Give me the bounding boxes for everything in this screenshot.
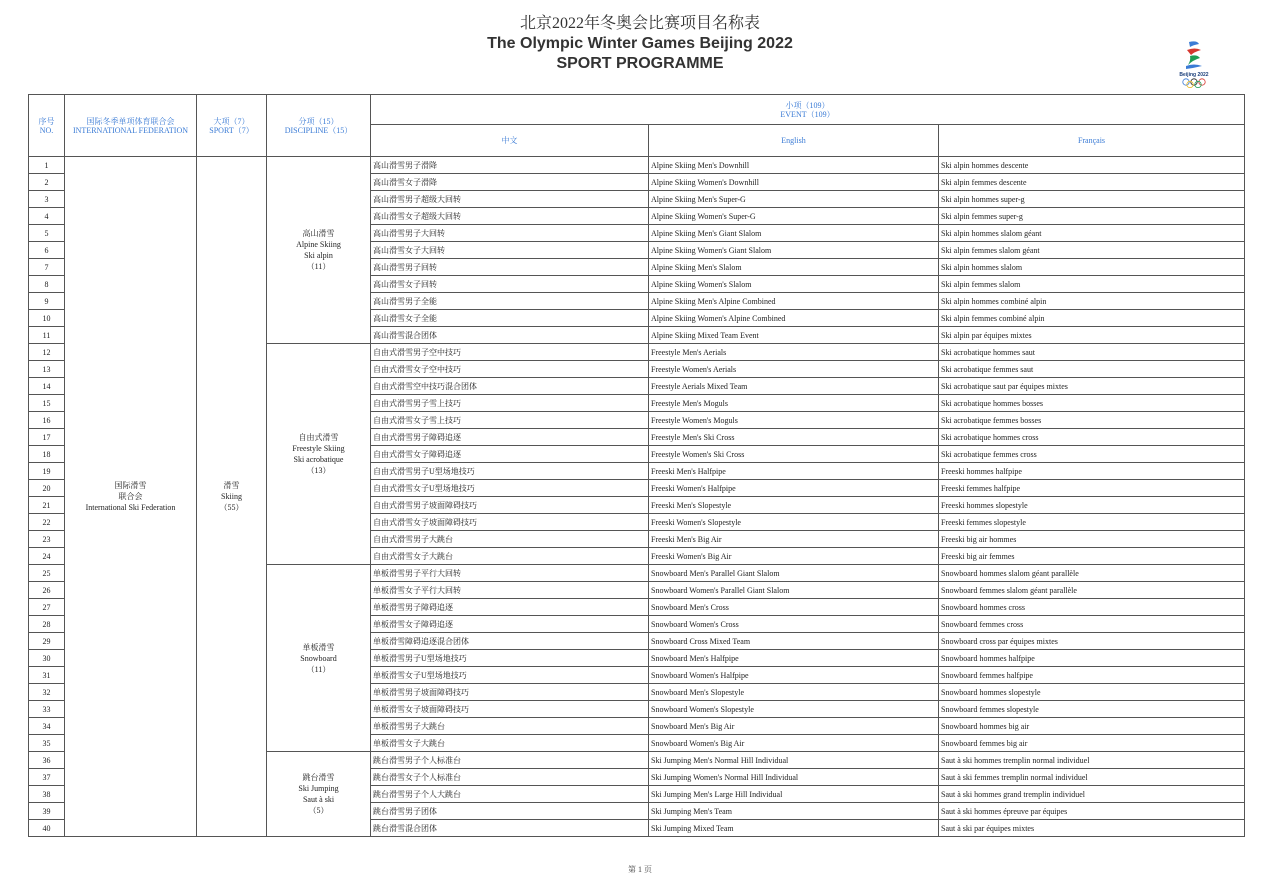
event-english: Ski Jumping Men's Team [649, 803, 939, 820]
sport-en: Skiing [221, 492, 242, 501]
event-french: Snowboard hommes slopestyle [939, 684, 1245, 701]
event-french: Freeski hommes slopestyle [939, 497, 1245, 514]
row-number: 7 [29, 259, 65, 276]
event-chinese: 自由式滑雪女子U型场地技巧 [371, 480, 649, 497]
event-english: Freestyle Aerials Mixed Team [649, 378, 939, 395]
event-english: Snowboard Men's Halfpipe [649, 650, 939, 667]
row-number: 18 [29, 446, 65, 463]
row-number: 27 [29, 599, 65, 616]
event-chinese: 单板滑雪女子平行大回转 [371, 582, 649, 599]
event-chinese: 单板滑雪女子大跳台 [371, 735, 649, 752]
row-number: 9 [29, 293, 65, 310]
event-english: Freestyle Women's Ski Cross [649, 446, 939, 463]
event-french: Ski acrobatique hommes cross [939, 429, 1245, 446]
event-english: Freestyle Women's Aerials [649, 361, 939, 378]
event-french: Ski alpin hommes slalom [939, 259, 1245, 276]
event-chinese: 单板滑雪女子坡面障碍技巧 [371, 701, 649, 718]
event-french: Snowboard femmes halfpipe [939, 667, 1245, 684]
event-french: Ski acrobatique femmes bosses [939, 412, 1245, 429]
event-chinese: 单板滑雪男子大跳台 [371, 718, 649, 735]
event-chinese: 单板滑雪男子坡面障碍技巧 [371, 684, 649, 701]
event-english: Alpine Skiing Women's Downhill [649, 174, 939, 191]
header-col-chinese: 中文 [371, 125, 649, 157]
header-event [371, 95, 1245, 125]
event-chinese: 自由式滑雪男子障碍追逐 [371, 429, 649, 446]
event-french: Snowboard femmes big air [939, 735, 1245, 752]
discipline-zh: 高山滑雪 [302, 229, 335, 238]
sport-cell [197, 157, 267, 837]
event-english: Freeski Men's Slopestyle [649, 497, 939, 514]
event-english: Freeski Women's Slopestyle [649, 514, 939, 531]
event-english: Alpine Skiing Women's Giant Slalom [649, 242, 939, 259]
row-number: 8 [29, 276, 65, 293]
event-english: Snowboard Men's Slopestyle [649, 684, 939, 701]
event-french: Ski alpin par équipes mixtes [939, 327, 1245, 344]
row-number: 2 [29, 174, 65, 191]
event-french: Snowboard femmes slalom géant parallèle [939, 582, 1245, 599]
row-number: 23 [29, 531, 65, 548]
row-number: 22 [29, 514, 65, 531]
event-french: Ski alpin femmes super-g [939, 208, 1245, 225]
sport-programme-table-wrapper [28, 94, 1244, 837]
event-french: Saut à ski par équipes mixtes [939, 820, 1245, 837]
header-no-zh: 序号 [38, 116, 55, 126]
discipline-cell [267, 157, 371, 344]
event-english: Snowboard Men's Parallel Giant Slalom [649, 565, 939, 582]
event-french: Ski alpin hommes descente [939, 157, 1245, 174]
event-chinese: 单板滑雪女子U型场地技巧 [371, 667, 649, 684]
row-number: 4 [29, 208, 65, 225]
event-french: Ski alpin femmes slalom [939, 276, 1245, 293]
header-col-english: English [649, 125, 939, 157]
event-english: Ski Jumping Men's Large Hill Individual [649, 786, 939, 803]
row-number: 19 [29, 463, 65, 480]
event-chinese: 自由式滑雪女子障碍追逐 [371, 446, 649, 463]
event-english: Freestyle Women's Moguls [649, 412, 939, 429]
event-chinese: 自由式滑雪男子雪上技巧 [371, 395, 649, 412]
event-french: Ski acrobatique hommes bosses [939, 395, 1245, 412]
event-english: Alpine Skiing Men's Downhill [649, 157, 939, 174]
event-english: Snowboard Men's Big Air [649, 718, 939, 735]
event-chinese: 自由式滑雪女子雪上技巧 [371, 412, 649, 429]
logo-text: Beijing 2022 [1179, 72, 1209, 78]
event-chinese: 跳台滑雪男子个人标准台 [371, 752, 649, 769]
header-federation-en: INTERNATIONAL FEDERATION [72, 125, 189, 135]
federation-zh-1: 国际滑雪 [114, 481, 147, 490]
event-french: Ski acrobatique femmes saut [939, 361, 1245, 378]
event-chinese: 高山滑雪女子大回转 [371, 242, 649, 259]
discipline-fr: Ski alpin [304, 251, 333, 260]
event-chinese: 自由式滑雪男子坡面障碍技巧 [371, 497, 649, 514]
header-event-zh: 小项（109） [785, 100, 830, 110]
event-english: Snowboard Women's Slopestyle [649, 701, 939, 718]
event-english: Alpine Skiing Men's Alpine Combined [649, 293, 939, 310]
beijing-2022-emblem-icon [1181, 38, 1207, 72]
federation-zh-2: 联合会 [118, 492, 143, 501]
header-col-french: Français [939, 125, 1245, 157]
event-french: Ski acrobatique saut par équipes mixtes [939, 378, 1245, 395]
row-number: 1 [29, 157, 65, 174]
row-number: 37 [29, 769, 65, 786]
event-chinese: 跳台滑雪混合团体 [371, 820, 649, 837]
event-french: Snowboard cross par équipes mixtes [939, 633, 1245, 650]
event-english: Freestyle Men's Moguls [649, 395, 939, 412]
event-french: Ski acrobatique femmes cross [939, 446, 1245, 463]
event-chinese: 高山滑雪男子全能 [371, 293, 649, 310]
row-number: 13 [29, 361, 65, 378]
discipline-zh: 跳台滑雪 [302, 773, 335, 782]
olympic-rings-icon [1181, 78, 1207, 88]
row-number: 21 [29, 497, 65, 514]
federation-cell [65, 157, 197, 837]
discipline-cell [267, 565, 371, 752]
row-number: 15 [29, 395, 65, 412]
event-chinese: 跳台滑雪男子个人大跳台 [371, 786, 649, 803]
beijing-2022-logo [1174, 38, 1214, 92]
event-french: Saut à ski hommes tremplin normal individuel [939, 752, 1245, 769]
header-sport-zh: 大项（7） [213, 116, 250, 126]
event-english: Snowboard Women's Halfpipe [649, 667, 939, 684]
row-number: 16 [29, 412, 65, 429]
event-french: Saut à ski femmes tremplin normal individuel [939, 769, 1245, 786]
discipline-en: Alpine Skiing [296, 240, 341, 249]
event-english: Freestyle Men's Aerials [649, 344, 939, 361]
row-number: 33 [29, 701, 65, 718]
discipline-count: （11） [306, 262, 331, 271]
row-number: 6 [29, 242, 65, 259]
event-french: Snowboard hommes cross [939, 599, 1245, 616]
event-french: Freeski hommes halfpipe [939, 463, 1245, 480]
header-event-en: EVENT（109） [780, 109, 835, 119]
event-french: Ski alpin femmes slalom géant [939, 242, 1245, 259]
event-french: Ski alpin hommes super-g [939, 191, 1245, 208]
event-chinese: 高山滑雪男子回转 [371, 259, 649, 276]
event-french: Snowboard hommes slalom géant parallèle [939, 565, 1245, 582]
event-chinese: 单板滑雪女子障碍追逐 [371, 616, 649, 633]
table-row [29, 157, 1245, 174]
event-french: Snowboard hommes halfpipe [939, 650, 1245, 667]
event-french: Saut à ski hommes épreuve par équipes [939, 803, 1245, 820]
sport-programme-table [28, 94, 1245, 837]
row-number: 24 [29, 548, 65, 565]
discipline-fr: Ski acrobatique [293, 455, 344, 464]
header-discipline [267, 95, 371, 157]
event-chinese: 自由式滑雪空中技巧混合团体 [371, 378, 649, 395]
discipline-count: （11） [306, 664, 331, 674]
row-number: 32 [29, 684, 65, 701]
event-french: Saut à ski hommes grand tremplin individuel [939, 786, 1245, 803]
discipline-en: Snowboard [300, 653, 337, 663]
event-french: Freeski big air femmes [939, 548, 1245, 565]
event-french: Ski alpin hommes slalom géant [939, 225, 1245, 242]
event-chinese: 自由式滑雪男子U型场地技巧 [371, 463, 649, 480]
event-english: Alpine Skiing Women's Slalom [649, 276, 939, 293]
event-french: Freeski big air hommes [939, 531, 1245, 548]
event-english: Freeski Women's Big Air [649, 548, 939, 565]
event-chinese: 自由式滑雪男子大跳台 [371, 531, 649, 548]
event-french: Snowboard femmes slopestyle [939, 701, 1245, 718]
row-number: 35 [29, 735, 65, 752]
discipline-cell [267, 752, 371, 837]
event-chinese: 高山滑雪女子回转 [371, 276, 649, 293]
event-chinese: 高山滑雪男子超级大回转 [371, 191, 649, 208]
title-english: The Olympic Winter Games Beijing 2022 [487, 35, 793, 52]
event-english: Snowboard Women's Big Air [649, 735, 939, 752]
discipline-zh: 单板滑雪 [302, 642, 335, 652]
event-chinese: 自由式滑雪女子空中技巧 [371, 361, 649, 378]
row-number: 20 [29, 480, 65, 497]
event-french: Snowboard hommes big air [939, 718, 1245, 735]
discipline-zh: 自由式滑雪 [298, 433, 339, 442]
row-number: 36 [29, 752, 65, 769]
event-french: Freeski femmes halfpipe [939, 480, 1245, 497]
event-chinese: 单板滑雪男子U型场地技巧 [371, 650, 649, 667]
discipline-en: Ski Jumping [298, 784, 339, 793]
title-sport-programme: SPORT PROGRAMME [556, 55, 724, 72]
row-number: 30 [29, 650, 65, 667]
row-number: 11 [29, 327, 65, 344]
row-number: 29 [29, 633, 65, 650]
event-french: Ski alpin femmes descente [939, 174, 1245, 191]
event-english: Alpine Skiing Mixed Team Event [649, 327, 939, 344]
federation-en: International Ski Federation [85, 503, 176, 512]
discipline-cell [267, 344, 371, 565]
event-chinese: 跳台滑雪女子个人标准台 [371, 769, 649, 786]
sport-zh: 滑雪 [223, 481, 240, 490]
event-english: Freestyle Men's Ski Cross [649, 429, 939, 446]
row-number: 26 [29, 582, 65, 599]
event-chinese: 高山滑雪混合团体 [371, 327, 649, 344]
header-discipline-en: DISCIPLINE（15） [284, 125, 353, 135]
event-french: Snowboard femmes cross [939, 616, 1245, 633]
row-number: 31 [29, 667, 65, 684]
event-english: Ski Jumping Men's Normal Hill Individual [649, 752, 939, 769]
event-chinese: 高山滑雪女子超级大回转 [371, 208, 649, 225]
discipline-en: Freestyle Skiing [292, 444, 345, 453]
row-number: 14 [29, 378, 65, 395]
discipline-count: （13） [306, 466, 331, 475]
event-english: Alpine Skiing Men's Super-G [649, 191, 939, 208]
event-english: Freeski Men's Halfpipe [649, 463, 939, 480]
header-no [29, 95, 65, 157]
event-english: Snowboard Cross Mixed Team [649, 633, 939, 650]
row-number: 5 [29, 225, 65, 242]
row-number: 3 [29, 191, 65, 208]
event-english: Alpine Skiing Men's Giant Slalom [649, 225, 939, 242]
header-federation-zh: 国际冬季单项体育联合会 [86, 116, 175, 126]
event-english: Ski Jumping Women's Normal Hill Individual [649, 769, 939, 786]
event-english: Snowboard Men's Cross [649, 599, 939, 616]
title-chinese: 北京2022年冬奥会比赛项目名称表 [519, 15, 760, 32]
header-no-en: NO. [39, 125, 54, 135]
event-english: Snowboard Women's Parallel Giant Slalom [649, 582, 939, 599]
row-number: 28 [29, 616, 65, 633]
event-chinese: 自由式滑雪女子大跳台 [371, 548, 649, 565]
row-number: 10 [29, 310, 65, 327]
event-english: Snowboard Women's Cross [649, 616, 939, 633]
event-french: Ski alpin hommes combiné alpin [939, 293, 1245, 310]
event-english: Freeski Women's Halfpipe [649, 480, 939, 497]
event-english: Freeski Men's Big Air [649, 531, 939, 548]
event-chinese: 高山滑雪女子全能 [371, 310, 649, 327]
header-discipline-zh: 分项（15） [298, 116, 339, 126]
event-english: Alpine Skiing Women's Super-G [649, 208, 939, 225]
event-english: Alpine Skiing Men's Slalom [649, 259, 939, 276]
table-header-row [29, 95, 1245, 125]
row-number: 38 [29, 786, 65, 803]
row-number: 39 [29, 803, 65, 820]
row-number: 25 [29, 565, 65, 582]
row-number: 17 [29, 429, 65, 446]
event-chinese: 自由式滑雪男子空中技巧 [371, 344, 649, 361]
event-french: Ski alpin femmes combiné alpin [939, 310, 1245, 327]
row-number: 12 [29, 344, 65, 361]
event-chinese: 跳台滑雪男子团体 [371, 803, 649, 820]
event-french: Ski acrobatique hommes saut [939, 344, 1245, 361]
event-chinese: 高山滑雪女子滑降 [371, 174, 649, 191]
header-federation [65, 95, 197, 157]
event-french: Freeski femmes slopestyle [939, 514, 1245, 531]
event-chinese: 单板滑雪障碍追逐混合团体 [371, 633, 649, 650]
page-header [0, 14, 1280, 74]
event-english: Alpine Skiing Women's Alpine Combined [649, 310, 939, 327]
header-sport [197, 95, 267, 157]
page-footer: 第 1 页 [628, 865, 652, 874]
row-number: 34 [29, 718, 65, 735]
event-chinese: 单板滑雪男子障碍追逐 [371, 599, 649, 616]
event-chinese: 单板滑雪男子平行大回转 [371, 565, 649, 582]
sport-count: （55） [219, 503, 244, 512]
event-chinese: 自由式滑雪女子坡面障碍技巧 [371, 514, 649, 531]
table-body [29, 157, 1245, 837]
event-chinese: 高山滑雪男子滑降 [371, 157, 649, 174]
discipline-fr: Saut à ski [302, 795, 335, 804]
row-number: 40 [29, 820, 65, 837]
header-sport-en: SPORT（7） [209, 125, 254, 135]
event-chinese: 高山滑雪男子大回转 [371, 225, 649, 242]
event-english: Ski Jumping Mixed Team [649, 820, 939, 837]
discipline-count: （5） [308, 806, 329, 815]
